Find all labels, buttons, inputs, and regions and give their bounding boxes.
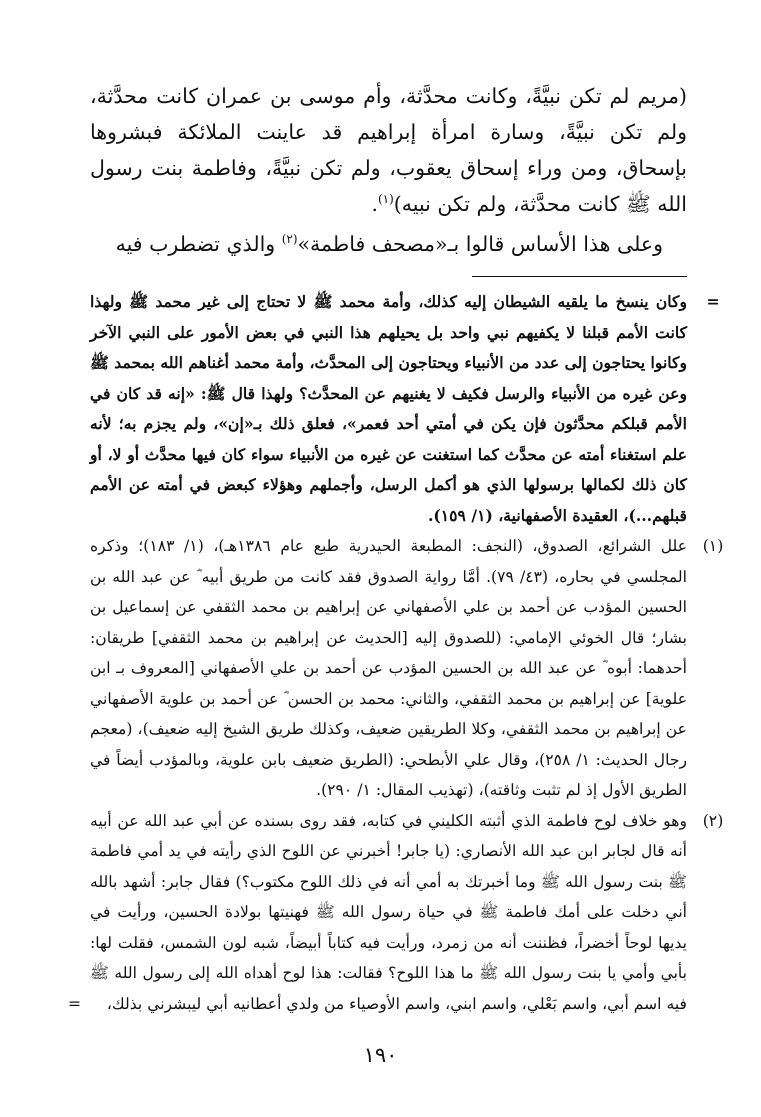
footnotes <box>68 287 724 1019</box>
footnote-continued-text: وكان ينسخ ما يلقيه الشيطان إليه كذلك، وأمة محمد ﷺ لا تحتاج إلى غير محمد ﷺ ولهذا كانت الأمم قبلنا لا يكفيهم نبي واحد بل يحيلهم هذا النبي في بعض الأمور على النبي الآخر وكانوا يحتاجون إلى عدد من الأنبياء ويحتاجون إلى المحدَّث، وأمة محمد أغناهم الله بمحمد ﷺ وعن غيره من الأنبياء والرسل فكيف لا يغنيهم عن المحدَّث؟ ولهذا قال ﷺ: «إنه قد كان في الأمم قبلكم محدَّثون فإن يكن في أمتي أحد فعمر»، فعلق ذلك بـ«إن»، ولم يجزم به؛ لأنه علم استغناء أمته عن محدَّث كما استغنت عن غيره من الأنبياء سواء كان فيها محدَّث أو لا، أو كان ذلك لكمالها برسولها الذي هو أكمل الرسل، وأجملهم وهؤلاء كبعض في أمته عن الأمم قبلهم...)، العقيدة الأصفهانية، (١/ ١٥٩). <box>90 292 687 525</box>
footnote-ref-1: (١) <box>377 192 394 207</box>
main-text <box>90 78 687 262</box>
main-paragraph-2 <box>90 226 687 262</box>
footnote-continued-marker: = <box>706 292 720 311</box>
main-paragraph-1-text: (مريم لم تكن نبيَّةً، وكانت محدَّثة، وأم موسى بن عمران كانت محدَّثة، ولم تكن نبيَّةً، وسارة امرأة إبراهيم قد عاينت الملائكة فبشروها بإسحاق، ومن وراء إسحاق يعقوب، ولم تكن نبيَّةً، وفاطمة بنت رسول الله ﷺ كانت محدَّثة، ولم تكن نبيه) <box>90 84 687 216</box>
footnote-continued <box>90 287 720 531</box>
main-paragraph-2-continuation: والذي تضطرب فيه <box>115 232 282 256</box>
main-paragraph-1: (مريم لم تكن نبيَّةً، وكانت محدَّثة، وأم موسى بن عمران كانت محدَّثة، ولم تكن نبيَّةً، وسارة امرأة إبراهيم قد عاينت الملائكة فبشروها بإسحاق، ومن وراء إسحاق يعقوب، ولم تكن نبيَّةً، وفاطمة بنت رسول الله ﷺ كانت محدَّثة، ولم تكن نبيه)$^{(١)}$. <box>90 84 687 216</box>
footnote-1-text: علل الشرائع، الصدوق، (النجف: المطبعة الحيدرية طبع عام ١٣٨٦هـ)، (١/ ١٨٣)؛ وذكره المجلسي في بحاره، (٤٣/ ٧٩). أمَّا رواية الصدوق فقد كانت من طريق أبيه ؓ عن عبد الله بن الحسين المؤدب عن أحمد بن علي الأصفهاني عن إبراهيم بن محمد الثقفي عن إسماعيل بن بشار؛ قال الخوئي الإمامي: (للصدوق إليه [الحديث عن إبراهيم بن محمد الثقفي] طريقان: أحدهما: أبوه ؓ عن عبد الله بن الحسين المؤدب عن أحمد بن علي الأصفهاني [المعروف بـ ابن علوية] عن إبراهيم بن محمد الثقفي، والثاني: محمد بن الحسن ؓ عن أحمد بن علوية الأصفهاني عن إبراهيم بن محمد الثقفي، وكلا الطريقين ضعيف، وكذلك طريق الشيخ إليه ضعيف)، (معجم رجال الحديث: ١/ ٢٥٨)، وقال علي الأبطحي: (الطريق ضعيف بابن علوية، وبالمؤدب أيضاً في الطريق الأول إذ لم تثبت وثاقته)، (تهذيب المقال: ١/ ٢٩٠). <box>90 537 688 799</box>
main-paragraph-2-text: وعلى هذا الأساس قالوا بـ«مصحف فاطمة» <box>297 232 663 256</box>
footnote-1-marker: (١) <box>702 537 724 555</box>
footnote-ref-2: (٢) <box>281 232 298 247</box>
footnote-2 <box>68 806 724 1020</box>
footnote-2-marker: (٢) <box>702 811 724 830</box>
footnote-1 <box>90 531 724 806</box>
page-number: ١٩٠ <box>363 1043 398 1067</box>
footnote-separator <box>472 276 687 277</box>
footnote-2-continuation-mark: = <box>68 994 82 1013</box>
footnote-2-text: وهو خلاف لوح فاطمة الذي أثبته الكليني في كتابه، فقد روى بسنده عن أبي عبد الله عن أبيه أنه قال لجابر ابن عبد الله الأنصاري: (يا جابر! أخبرني عن اللوح الذي رأيته في يد أمي فاطمة ﷺ بنت رسول الله ﷺ وما أخبرتك به أمي أنه في ذلك اللوح مكتوب؟) فقال جابر: أشهد بالله أني دخلت على أمك فاطمة ﷺ في حياة رسول الله ﷺ فهنيتها بولادة الحسين، ورأيت في يديها لوحاً أخضراً، فظننت أنه من زمرد، ورأيت فيه كتاباً أبيضاً، شبه لون الشمس، فقلت لها: بأبي وأمي يا بنت رسول الله ﷺ ما هذا اللوح؟ فقالت: هذا لوح أهداه الله إلى رسول الله ﷺ فيه اسم أبي، واسم بَعْلي، واسم ابني، واسم الأوصياء من ولدي أعطانيه أبي ليبشرني بذلك، <box>90 811 687 1013</box>
